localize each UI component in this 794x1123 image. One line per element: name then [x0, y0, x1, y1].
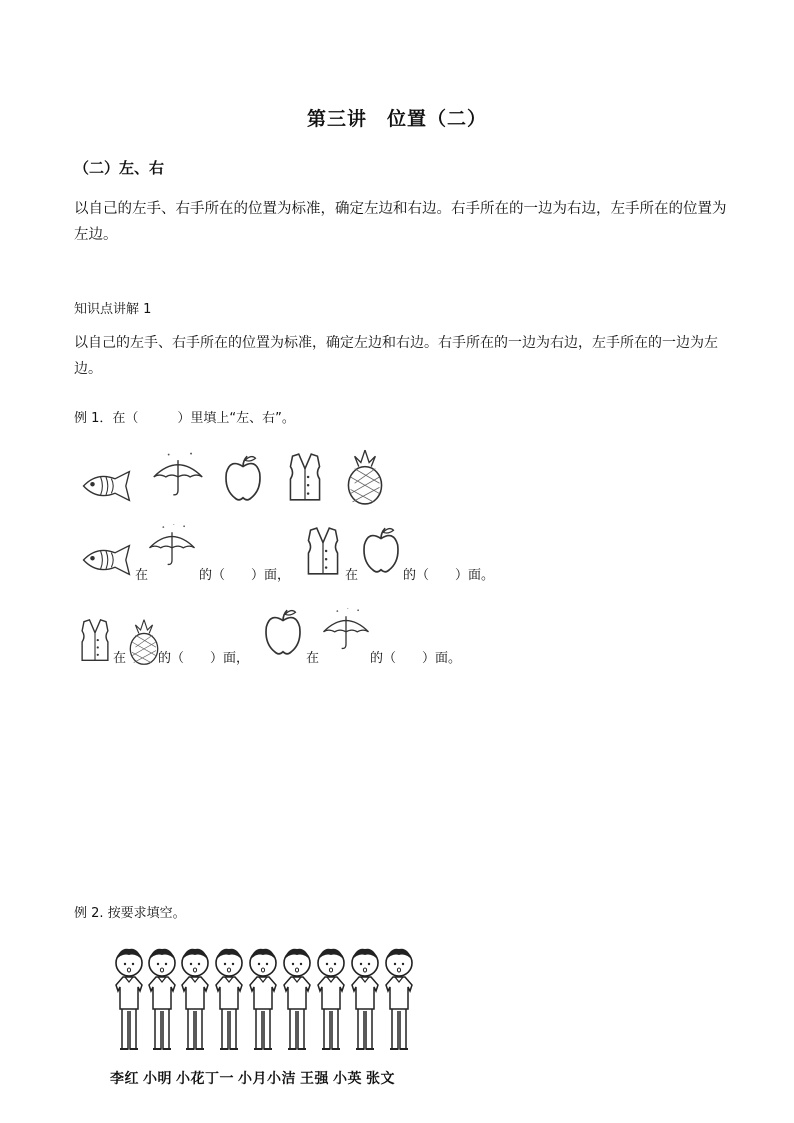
vest-picture-q2 — [302, 526, 344, 578]
page-title: 第三讲 位置（二） — [306, 108, 487, 130]
fish-picture — [78, 468, 134, 504]
child-name: 张文 — [366, 1071, 395, 1087]
child-figure — [210, 945, 248, 1060]
apple-picture-q4 — [262, 606, 304, 658]
section-heading: （二）左、右 — [74, 159, 165, 177]
pineapple-picture — [344, 448, 386, 506]
child-name: 王强 — [300, 1071, 329, 1087]
knowledge-text: 以自己的左手、右手所在的位置为标准，确定左边和右边。右手所在的一边为右边，左手所在的一边为左边。 — [74, 335, 718, 377]
child-figure — [346, 945, 384, 1060]
umbrella-picture-q4 — [320, 608, 372, 654]
q3-blank: 的（ ）面， — [158, 651, 250, 666]
child-name: 小洁 — [267, 1071, 296, 1087]
child-figure — [244, 945, 282, 1060]
child-figure — [176, 945, 214, 1060]
child-name: 小花 — [176, 1071, 205, 1087]
pineapple-picture-q3 — [126, 618, 162, 666]
child-figure — [312, 945, 350, 1060]
q2-blank: 的（ ）面。 — [403, 568, 495, 583]
child-figure — [380, 945, 418, 1060]
example2-prompt: 例 2. 按要求填空。 — [74, 906, 186, 921]
q2-zai: 在 — [345, 568, 359, 583]
q3-zai: 在 — [113, 651, 127, 666]
vest-picture-q3 — [76, 618, 114, 664]
apple-picture — [222, 452, 264, 504]
fish-picture-q1 — [78, 542, 134, 578]
child-figure — [278, 945, 316, 1060]
umbrella-picture-q1 — [146, 524, 198, 570]
children-names — [110, 1068, 399, 1088]
child-name: 小明 — [143, 1071, 172, 1087]
knowledge-heading: 知识点讲解 1 — [74, 302, 152, 317]
child-name: 小月 — [238, 1071, 267, 1087]
child-name: 小英 — [333, 1071, 362, 1087]
vest-picture — [284, 452, 326, 504]
intro-paragraph: 以自己的左手、右手所在的位置为标准，确定左边和右边。右手所在的一边为右边，左手所在的位置为左边。 — [74, 201, 727, 243]
example1-prompt: 例 1．在（ ）里填上“左、右”。 — [74, 411, 295, 426]
child-name: 丁一 — [205, 1071, 234, 1087]
q4-zai: 在 — [306, 651, 320, 666]
child-name: 李红 — [110, 1071, 139, 1087]
q4-blank: 的（ ）面。 — [370, 651, 462, 666]
q1-zai: 在 — [135, 568, 149, 583]
apple-picture-q2 — [360, 524, 402, 576]
q1-blank: 的（ ）面， — [199, 568, 291, 583]
umbrella-picture — [150, 452, 206, 500]
